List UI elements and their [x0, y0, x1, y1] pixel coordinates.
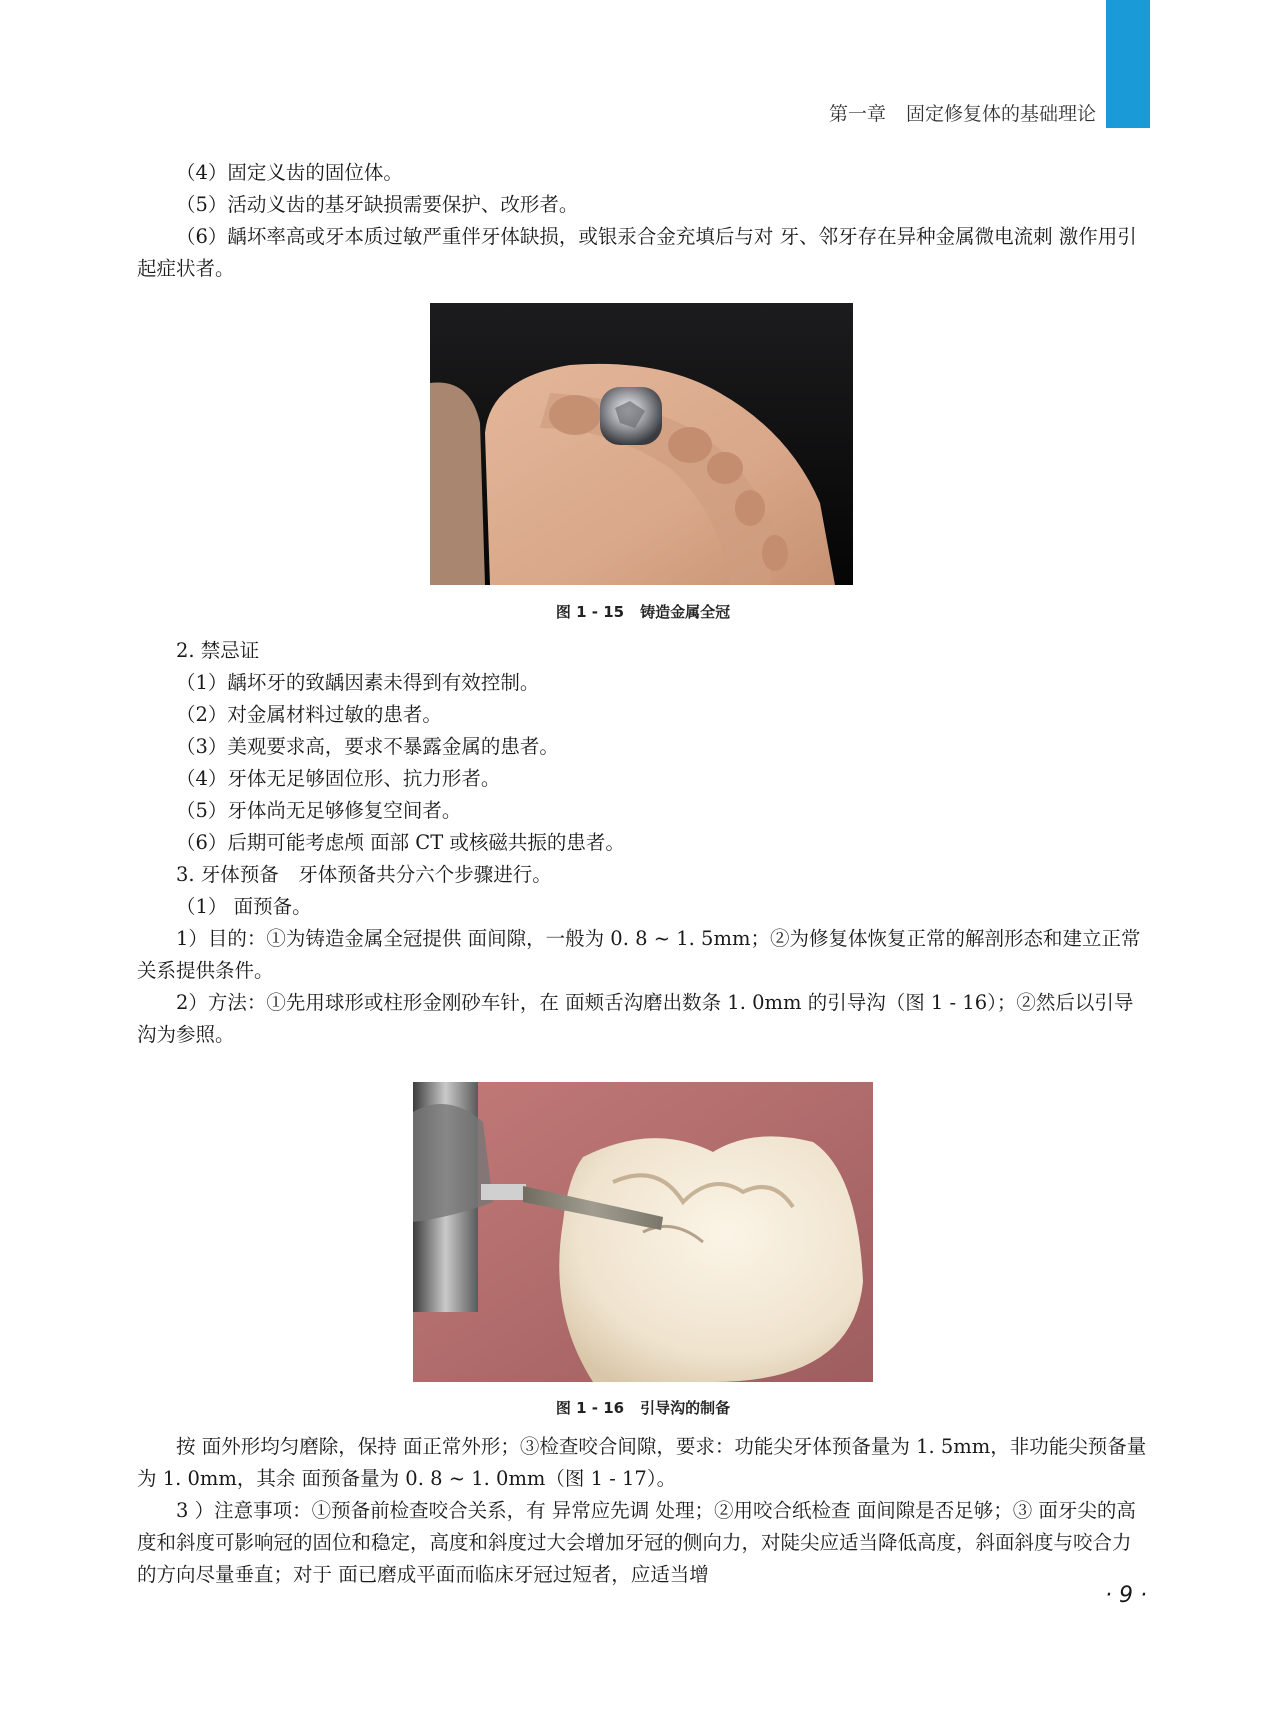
- text-block-3: [137, 1431, 1149, 1591]
- paragraph: （1）龋坏牙的致龋因素未得到有效控制。: [176, 671, 540, 694]
- paragraph: 按 面外形均匀磨除，保持 面正常外形；③检查咬合间隙，要求：功能尖牙体预备量为 1. 5mm，非功能尖预备量为 1. 0mm，其余 面预备量为 0. 8 ~ 1. 0mm（图 1 - 17）。: [137, 1435, 1147, 1490]
- figure-guide-groove: [413, 1082, 873, 1382]
- paragraph: （3）美观要求高，要求不暴露金属的患者。: [176, 735, 559, 758]
- running-head: [800, 99, 1096, 126]
- figure-cast-metal-crown: [430, 303, 853, 585]
- paragraph: （6）龋坏率高或牙本质过敏严重伴牙体缺损，或银汞合金充填后与对 牙、邻牙存在异种金属微电流刺 激作用引起症状者。: [137, 225, 1137, 280]
- paragraph: （5）牙体尚无足够修复空间者。: [176, 799, 462, 822]
- paragraph: （5）活动义齿的基牙缺损需要保护、改形者。: [176, 193, 579, 216]
- paragraph: 2）方法：①先用球形或柱形金刚砂车针，在 面颊舌沟磨出数条 1. 0mm 的引导沟（图 1 - 16）；②然后以引导沟为参照。: [137, 991, 1134, 1046]
- paragraph: （6）后期可能考虑颅 面部 CT 或核磁共振的患者。: [176, 831, 625, 854]
- paragraph: 1）目的：①为铸造金属全冠提供 面间隙，一般为 0. 8 ~ 1. 5mm；②为修复体恢复正常的解剖形态和建立正常 关系提供条件。: [137, 927, 1141, 982]
- figure-title: 引导沟的制备: [640, 1399, 731, 1417]
- chapter-tab: [1106, 0, 1150, 128]
- paragraph: （4）固定义齿的固位体。: [176, 161, 403, 184]
- paragraph: 3 ）注意事项：①预备前检查咬合关系，有 异常应先调 处理；②用咬合纸检查 面间隙是否足够；③ 面牙尖的高度和斜度可影响冠的固位和稳定，高度和斜度过大会增加牙冠的侧向力，对陡尖应适当降低高度，斜面斜度与咬合力的方向尽量垂直；对于 面已磨成平面而临床牙冠过短者，应适当增: [137, 1499, 1136, 1586]
- page-number: · 9 ·: [1105, 1583, 1147, 1608]
- section-heading: 3. 牙体预备 牙体预备共分六个步骤进行。: [176, 863, 552, 886]
- figure-caption-1-16: [137, 1397, 1149, 1418]
- figure-caption-1-15: [137, 601, 1149, 622]
- figure-label: 图 1 - 15: [555, 603, 625, 621]
- paragraph: （2）对金属材料过敏的患者。: [176, 703, 442, 726]
- text-block-1: [137, 157, 1149, 285]
- paragraph: （4）牙体无足够固位形、抗力形者。: [176, 767, 501, 790]
- chapter-number: 第一章: [828, 103, 886, 125]
- figure-label: 图 1 - 16: [555, 1399, 625, 1417]
- chapter-title: 固定修复体的基础理论: [905, 103, 1096, 125]
- figure-title: 铸造金属全冠: [640, 603, 731, 621]
- paragraph: （1） 面预备。: [176, 895, 312, 918]
- section-heading: 2. 禁忌证: [176, 639, 260, 662]
- text-block-2: [137, 635, 1149, 1051]
